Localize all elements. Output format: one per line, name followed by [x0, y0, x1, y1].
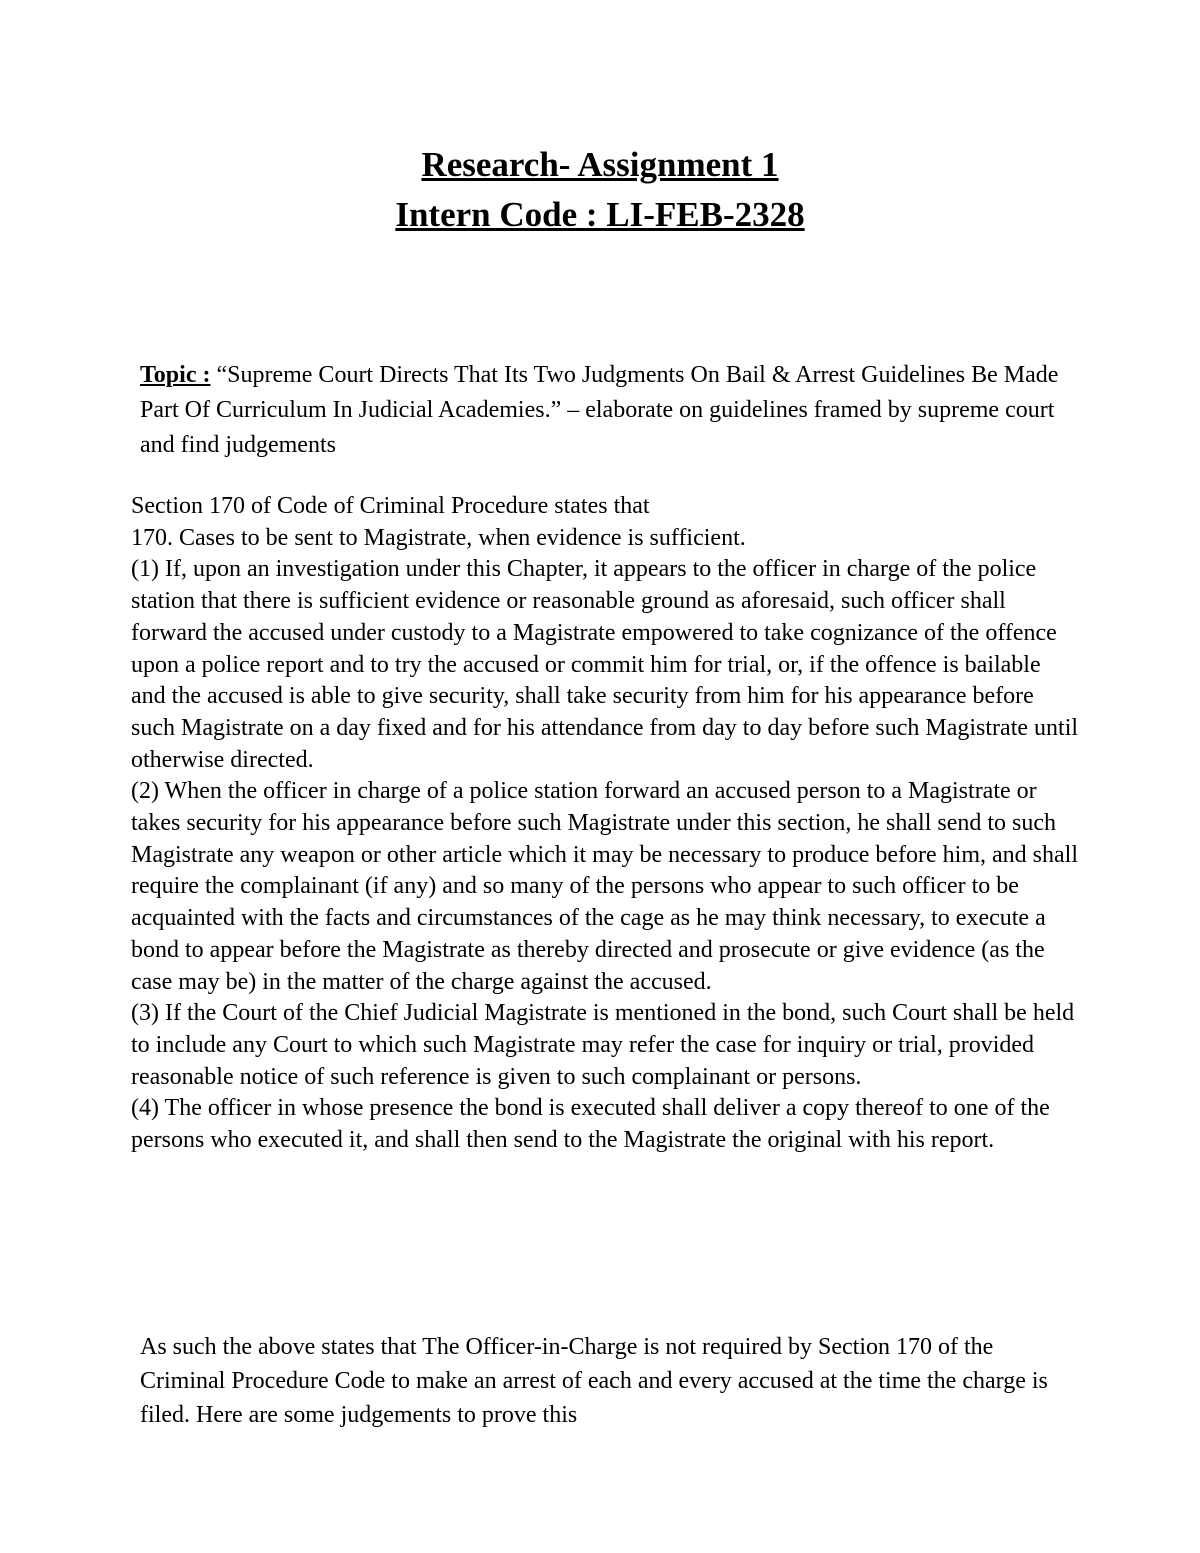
section-170-text — [131, 491, 1081, 1157]
conclusion-paragraph: As such the above states that The Officer-in-Charge is not required by Section 170 of the Criminal Procedure Code to make an arrest of each and every accused at the time the charge is filed. Here are some judgements to prove this — [140, 1334, 1048, 1428]
topic-paragraph — [140, 358, 1080, 463]
clause-2: (2) When the officer in charge of a police station forward an accused person to a Magistrate or takes security for his appearance before such Magistrate under this section, he shall send to such Magistrate any weapon or other article which it may be necessary to produce before him, and shall require the complainant (if any) and so many of the persons who appear to such officer to be acquainted with the facts and circumstances of the cage as he may think necessary, to execute a bond to appear before the Magistrate as thereby directed and prosecute or give evidence (as the case may be) in the matter of the charge against the accused. — [131, 778, 1078, 995]
topic-label: Topic : — [140, 362, 211, 388]
clause-3: (3) If the Court of the Chief Judicial Magistrate is mentioned in the bond, such Court shall be held to include any Court to which such Magistrate may refer the case for inquiry or trial, provided reasonable notice of such reference is given to such complainant or persons. — [131, 1000, 1075, 1090]
topic-text: “Supreme Court Directs That Its Two Judgments On Bail & Arrest Guidelines Be Made Part Of Curriculum In Judicial Academies.” – elaborate on guidelines framed by supreme court and find judgements — [140, 362, 1059, 458]
clause-4: (4) The officer in whose presence the bond is executed shall deliver a copy thereof to one of the persons who executed it, and shall then send to the Magistrate the original with his report. — [131, 1095, 1050, 1154]
clause-1: (1) If, upon an investigation under this Chapter, it appears to the officer in charge of the police station that there is sufficient evidence or reasonable ground as aforesaid, such officer shall forward the accused under custody to a Magistrate empowered to take cognizance of the offence upon a police report and to try the accused or commit him for trial, or, if the offence is bailable and the accused is able to give security, shall take security from him for his appearance before such Magistrate on a day fixed and for his attendance from day to day before such Magistrate until otherwise directed. — [131, 556, 1079, 773]
intern-code: Intern Code : LI-FEB-2328 — [395, 195, 805, 234]
section-intro: Section 170 of Code of Criminal Procedure states that — [131, 493, 650, 519]
document-title: Research- Assignment 1 — [421, 145, 779, 184]
section-heading: 170. Cases to be sent to Magistrate, when evidence is sufficient. — [131, 524, 746, 551]
document-header — [0, 140, 1200, 240]
